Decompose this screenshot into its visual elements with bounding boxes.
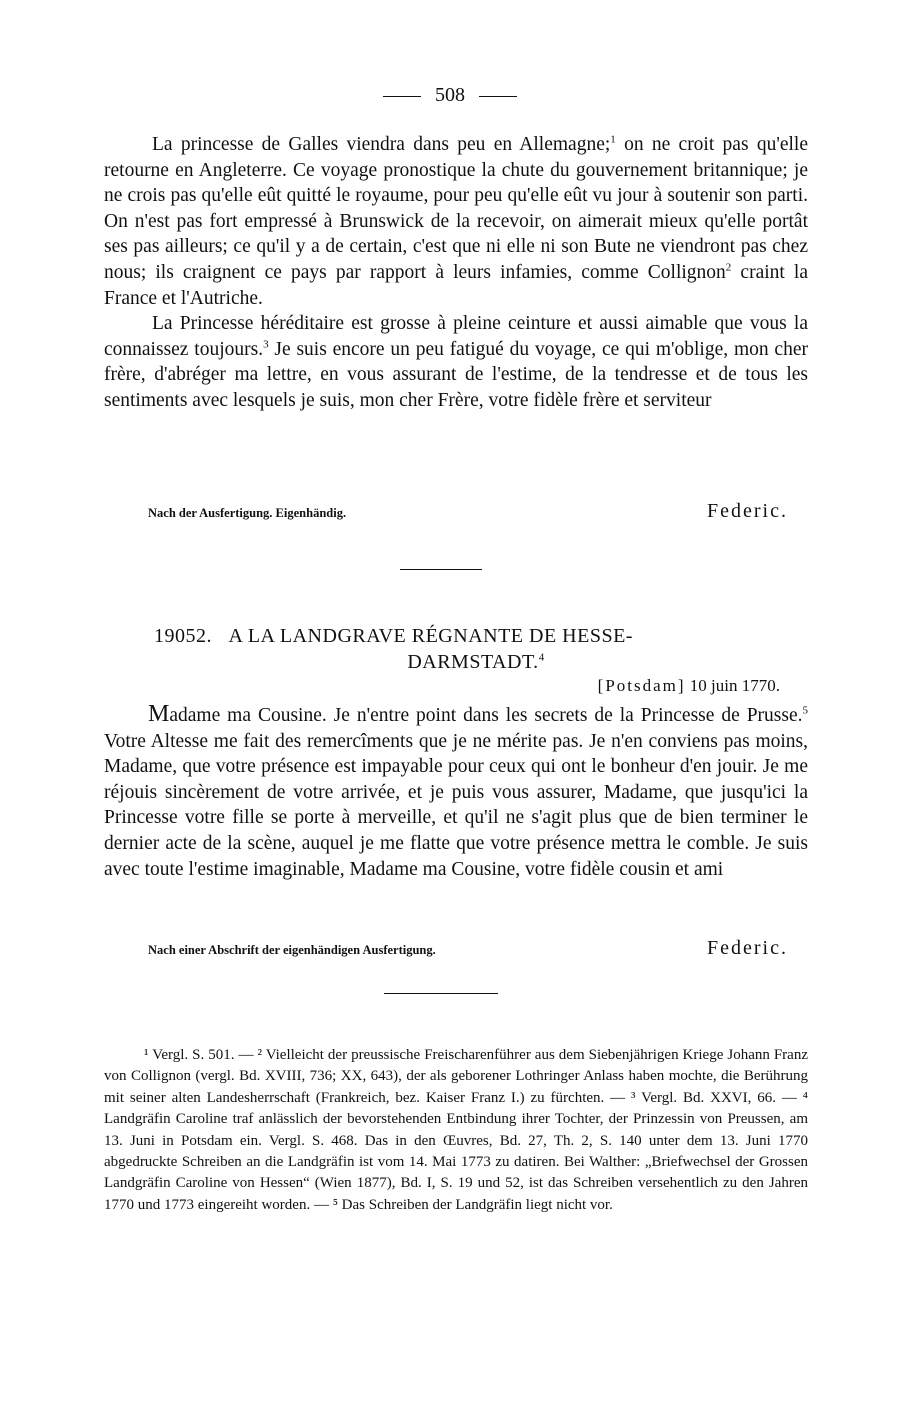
letter-1-body [104,132,808,414]
footnote-ref-1: 1 [610,133,616,146]
letter-2-body [104,702,808,882]
text-run: Votre Altesse me fait des remercîments que je ne mérite pas. Je n'en conviens pas moins, Madame, que votre présence est impayable pour ceux qui ont le bonheur d'en jouir. Je me réjouis sincèrement de votre arrivée, et je puis vous assurer, Madame, que jusqu'ici la Princesse votre fille se porte à merveille, et qu'il ne s'agit plus que de bien terminer le dernier acte de la scène, auquel je me flatte que votre présence mettra le comble. Je suis avec toute l'estime imaginable, Madame ma Cousine, votre fidèle cousin et ami [104,730,808,880]
text-run: La Princesse héréditaire est grosse à pleine ceinture et aussi aimable que vous la connaissez toujours. [104,313,808,360]
footnotes-text: ¹ Vergl. S. 501. — ² Vielleicht der preussische Freischarenführer aus dem Siebenjährigen Kriege Johann Franz von Collignon (vergl. Bd. XVIII, 736; XX, 643), der als geborener Lothringer Anlass haben mochte, die Berührung mit seiner alten Landesherrschaft (Frankreich, bez. Kaiser Franz I.) zu fürchten. — ³ Vergl. Bd. XXVI, 66. — ⁴ Landgräfin Caroline traf anlässlich der bevorstehenden Entbindung ihrer Tochter, der Prinzessin von Preussen, am 13. Juni in Potsdam ein. Vergl. S. 468. Das in den Œuvres, Bd. 27, Th. 2, S. 140 unter dem 13. Juni 1770 abgedruckte Schreiben an die Landgräfin ist vom 14. Mai 1773 zu datiren. Bei Walther: „Briefwechsel der Grossen Landgräfin Caroline von Hessen“ (Wien 1877), Bd. I, S. 19 und 52, ist das Schreiben versehentlich zu den Jahren 1770 und 1773 eingereiht worden. — ⁵ Das Schreiben der Landgräfin liegt nicht vor. [104,1047,808,1213]
letter-2-title-line-1 [104,623,808,649]
text-run: Je suis encore un peu fatigué du voyage, ce qui m'oblige, mon cher frère, d'abréger ma lettre, en vous assurant de l'estime, de la tendresse et de tous les sentiments avec lesquels je suis, mon cher Frère, votre fidèle frère et serviteur [104,338,808,411]
footnote-ref-4: 4 [538,651,545,664]
letter-2-paragraph [104,702,808,882]
letter-2-closing [104,937,788,960]
text-run: craint la France et l'Autriche. [104,261,808,309]
text-run: La princesse de Galles viendra dans peu en Allemagne; [152,134,611,155]
letter-1-source-note: Nach der Ausfertigung. Eigenhändig. [148,506,347,520]
page-number-header [0,84,900,107]
letter-2-title-b: DARMSTADT. [407,651,539,673]
footnote-ref-5: 5 [802,704,808,717]
letter-2-source-note: Nach einer Abschrift der eigenhändigen Ausfertigung. [148,943,436,957]
page-number: 508 [435,84,465,106]
initial-letter: M [148,701,170,727]
letter-1-paragraph-1 [104,132,808,311]
header-dash-left [383,96,421,97]
letter-2-dateline [598,676,780,696]
letter-1-paragraph-2 [104,311,808,413]
footnote-ref-3: 3 [263,338,269,351]
letter-1-closing [104,500,788,523]
footnote-divider [384,993,498,994]
header-dash-right [479,96,517,97]
section-divider [400,569,482,570]
text-run: adame ma Cousine. Je n'entre point dans les secrets de la Princesse de Prusse. [169,705,803,726]
footnotes-block [104,1045,808,1216]
footnote-ref-2: 2 [725,261,732,274]
letter-2-title-line-2 [104,649,808,675]
letter-2-place: [Potsdam] [597,676,686,695]
letter-2-heading [104,623,808,675]
letter-number: 19052. [154,625,212,647]
letter-2-signature: Federic. [707,937,788,959]
letter-1-signature: Federic. [707,500,788,522]
text-run: on ne croit pas qu'elle retourne en Angleterre. Ce voyage pronostique la chute du gouvernement britannique; je ne crois pas qu'elle eût quitté le royaume, pour peu qu'elle eût vu jour à soutenir son parti. On n'est pas fort empressé à Brunswick de la recevoir, on aimerait mieux qu'elle portât ses pas ailleurs; ce qu'il y a de certain, c'est que ni elle ni son Bute ne viendront pas chez nous; ils craignent ce pays par rapport à leurs infamies, comme Collignon [104,134,808,283]
letter-2-title-a: A LA LANDGRAVE RÉGNANTE DE HESSE- [228,625,633,647]
letter-2-date: 10 juin 1770. [689,676,780,695]
